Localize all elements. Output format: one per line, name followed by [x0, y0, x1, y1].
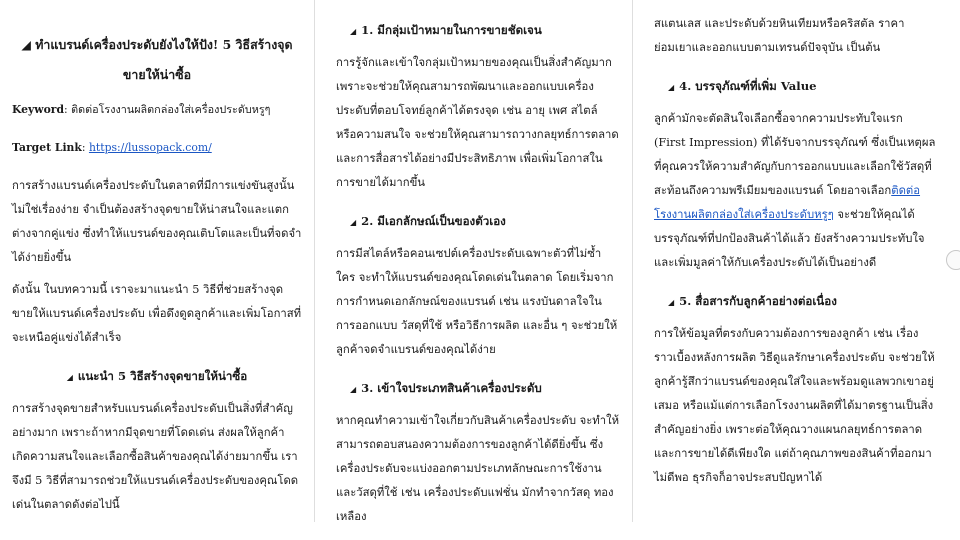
target-link[interactable]: https://lussopack.com/ — [88, 141, 212, 154]
heading-1-text: 1. มีกลุ่มเป้าหมายในการขายชัดเจน — [361, 23, 542, 37]
heading-intro-text: แนะนำ 5 วิธีสร้างจุดขายให้น่าซื้อ — [77, 369, 248, 383]
collapse-arrow-icon[interactable]: ◢ — [350, 217, 357, 227]
heading-4 — [654, 74, 936, 99]
heading-2-text: 2. มีเอกลักษณ์เป็นของตัวเอง — [361, 214, 506, 228]
document-column-1 — [0, 0, 308, 540]
scroll-handle[interactable] — [946, 250, 960, 270]
heading-4-text: 4. บรรจุภัณฑ์ที่เพิ่ม Value — [679, 79, 817, 93]
paragraph-5: การให้ข้อมูลที่ตรงกับความต้องการของลูกค้า เช่น เรื่องราวเบื้องหลังการผลิต วิธีดูแลรักษาเครื่องประดับ จะช่วยให้ลูกค้ารู้สึกว่าแบรนด์ของคุณใส่ใจและพร้อมดูแลพวกเขาอยู่เสมอ หรือแม้แต่การเลือกโรงงานผลิตที่ได้มาตรฐานเป็นสิ่งสำคัญอย่างยิ่ง เพราะต่อให้คุณวางแผนกลยุทธ์การตลาดและการขายได้ดีเพียงใด แต่ถ้าคุณภาพของสินค้าที่ออกมาไม่ดีพอ ธุรกิจก็อาจประสบปัญหาได้ — [654, 327, 935, 484]
heading-intro — [12, 364, 302, 389]
paragraph-2: การมีสไตล์หรือคอนเซปต์เครื่องประดับเฉพาะตัวที่ไม่ซ้ำใคร จะทำให้แบรนด์ของคุณโดดเด่นในตลาด โดยเริ่มจากการกำหนดเอกลักษณ์ของแบรนด์ เช่น แรงบันดาลใจในการออกแบบ วัสดุที่ใช้ หรือวิธีการผลิต และอื่น ๆ จะช่วยให้ลูกค้าจดจำแบรนด์ของคุณได้ง่าย — [336, 247, 618, 356]
heading-1 — [336, 18, 620, 43]
heading-2 — [336, 209, 620, 234]
keyword-line — [12, 98, 302, 122]
collapse-arrow-icon[interactable]: ◢ — [350, 26, 357, 36]
document-title: ◢ ทำแบรนด์เครื่องประดับยังไงให้ปัง! 5 วิธีสร้างจุดขายให้น่าซื้อ — [21, 37, 293, 82]
intro-paragraph-1: การสร้างแบรนด์เครื่องประดับในตลาดที่มีการแข่งขันสูงนั้นไม่ใช่เรื่องง่าย จำเป็นต้องสร้างจุดขายให้น่าสนใจและแตกต่างจากคู่แข่ง ซึ่งทำให้แบรนด์ของคุณเติบโตและเป็นที่จดจำได้ง่ายยิ่งขึ้น — [12, 179, 302, 264]
document-column-3 — [640, 0, 940, 540]
document-column-2 — [320, 0, 626, 540]
collapse-arrow-icon[interactable]: ◢ — [350, 384, 357, 394]
intro-paragraph-3: การสร้างจุดขายสำหรับแบรนด์เครื่องประดับเป็นสิ่งที่สำคัญอย่างมาก เพราะถ้าหากมีจุดขายที่โดดเด่น ส่งผลให้ลูกค้าเกิดความสนใจและเลือกซื้อสินค้าของคุณได้ง่ายมากขึ้น เราจึงมี 5 วิธีที่สามารถช่วยให้แบรนด์เครื่องประดับของคุณโดดเด่นในตลาดดังต่อไปนี้ — [12, 402, 299, 511]
collapse-arrow-icon[interactable]: ◢ — [668, 82, 675, 92]
paragraph-3: หากคุณทำความเข้าใจเกี่ยวกับสินค้าเครื่องประดับ จะทำให้สามารถตอบสนองความต้องการของลูกค้าได้ดียิ่งขึ้น ซึ่งเครื่องประดับจะแบ่งออกตามประเภทลักษณะการใช้งานและวัสดุที่ใช้ เช่น เครื่องประดับแฟชั่น มักทำจากวัสดุ ทองเหลือง — [336, 414, 620, 523]
heading-5 — [654, 289, 936, 314]
paragraph-1: การรู้จักและเข้าใจกลุ่มเป้าหมายของคุณเป็นสิ่งสำคัญมาก เพราะจะช่วยให้คุณสามารถพัฒนาและออกแบบเครื่องประดับที่ตอบโจทย์ลูกค้าได้ตรงจุด เช่น อายุ เพศ สไตล์ หรือความสนใจ จะช่วยให้คุณสามารถวางกลยุทธ์การตลาดและการสื่อสารได้อย่างมีประสิทธิภาพ เพื่อเพิ่มโอกาสในการขายได้มากขึ้น — [336, 56, 619, 189]
intro-paragraph-2: ดังนั้น ในบทความนี้ เราจะมาแนะนำ 5 วิธีที่ช่วยสร้างจุดขายให้แบรนด์เครื่องประดับ เพื่อดึงดูดลูกค้าและเพิ่มโอกาสที่จะเหนือคู่แข่งได้สำเร็จ — [12, 283, 302, 344]
paragraph-4-text-b: จะช่วยให้คุณได้บรรจุภัณฑ์ที่ปกป้องสินค้าได้แล้ว ยังสร้างความประทับใจและเพิ่มมูลค่าให้กับเครื่องประดับได้เป็นอย่างดี — [654, 208, 925, 269]
column-divider — [632, 0, 633, 522]
target-link-label: Target Link — [12, 141, 82, 154]
collapse-arrow-icon[interactable]: ◢ — [668, 297, 675, 307]
paragraph-3-continued: สแตนเลส และประดับด้วยหินเทียมหรือคริสตัล ราคาย่อมเยาและออกแบบตามเทรนด์ปัจจุบัน เป็นต้น — [654, 17, 905, 54]
target-link-line: Target Link: https://lussopack.com/ — [12, 141, 212, 154]
paragraph-4-text-a: ลูกค้ามักจะตัดสินใจเลือกซื้อจากความประทับใจแรก (First Impression) ที่ได้รับจากบรรจุภัณฑ์ ซึ่งเป็นเหตุผลที่คุณควรให้ความสำคัญกับการออกแบบและเลือกใช้วัสดุที่สะท้อนถึงความพรีเมียมของแบรนด์ โดยอาจเลือก — [654, 112, 936, 197]
heading-5-text: 5. สื่อสารกับลูกค้าอย่างต่อเนื่อง — [679, 294, 837, 308]
heading-3 — [336, 376, 620, 401]
paragraph-4 — [654, 107, 936, 275]
collapse-arrow-icon[interactable]: ◢ — [66, 372, 73, 382]
keyword-value: : ติดต่อโรงงานผลิตกล่องใส่เครื่องประดับหรูๆ — [64, 103, 271, 116]
keyword-anchor-link[interactable]: ติดต่อโรงงานผลิตกล่องใส่เครื่องประดับหรูๆ — [654, 184, 921, 221]
column-divider — [314, 0, 315, 522]
heading-3-text: 3. เข้าใจประเภทสินค้าเครื่องประดับ — [361, 381, 542, 395]
keyword-label: Keyword — [12, 103, 65, 116]
